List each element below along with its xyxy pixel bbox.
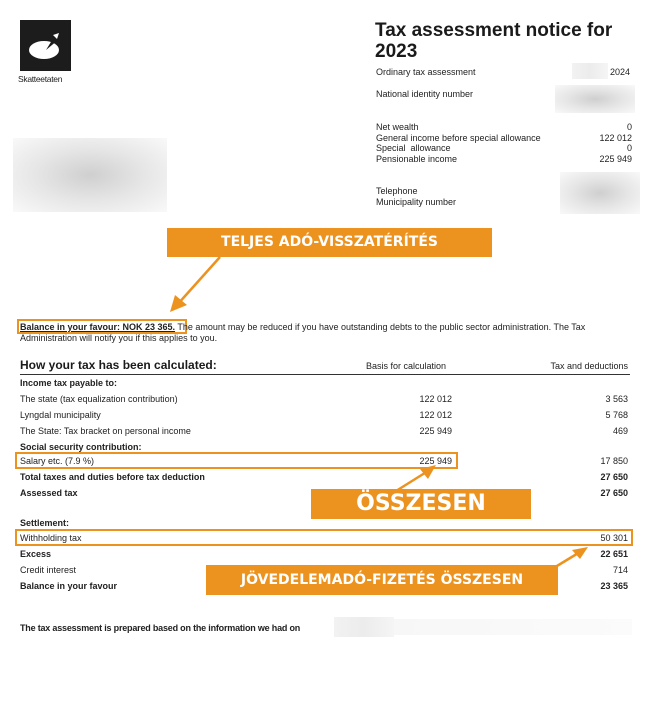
assessed-tax-label: Assessed tax [20,488,78,498]
row-label: The State: Tax bracket on personal income [20,426,191,436]
callout-total: ÖSSZESEN [311,489,531,519]
col-tax-header: Tax and deductions [550,361,628,371]
row-label: The state (tax equalization contribution) [20,394,178,404]
highlight-box-withholding [15,529,633,546]
summary-list [376,122,632,164]
row-tax: 3 563 [605,394,628,404]
salary-basis: 225 949 [419,456,452,466]
callout-income-tax-payment-total: JÖVEDELEMADÓ-FIZETÉS ÖSSZESEN [206,565,558,595]
page-title [375,20,635,62]
logo-text: Skatteetaten [18,74,63,84]
row-tax: 469 [612,426,628,436]
redacted-footer-rest [394,619,632,635]
summary-value: 122 012 [599,132,632,143]
summary-value: 0 [626,122,632,132]
ordinary-tax-assessment-value: 2024 [609,67,630,77]
national-id-label: National identity number [376,89,474,99]
telephone-label: Telephone [376,186,418,196]
skatteetaten-logo [20,20,71,71]
summary-label: Special allowance [376,143,451,153]
header-divider [20,374,630,375]
withholding-tax-value: 50 301 [600,533,628,543]
row-basis: 122 012 [419,394,452,404]
redacted-national-id [555,85,635,113]
total-before-deduction-label: Total taxes and duties before tax deduction [20,472,205,482]
salary-label: Salary etc. (7.9 %) [20,456,95,466]
summary-value: 0 [626,143,632,153]
credit-interest-value: 714 [612,565,628,575]
assessed-tax-value: 27 650 [600,488,628,498]
salary-tax: 17 850 [600,456,628,466]
income-tax-heading: Income tax payable to: [20,378,118,388]
contact-labels [376,186,456,207]
withholding-tax-label: Withholding tax [20,533,82,543]
summary-value: 225 949 [599,153,632,164]
summary-row-special-allowance [376,143,632,154]
excess-label: Excess [20,549,52,559]
balance-text-2: Administration will notify you if this applies to you. [20,332,218,343]
summary-label: Pensionable income [376,153,458,164]
credit-interest-label: Credit interest [20,565,77,575]
row-basis: 225 949 [419,426,452,436]
col-basis-header: Basis for calculation [366,361,447,371]
social-security-heading: Social security contribution: [20,442,142,452]
summary-row-pensionable-income [376,154,632,165]
balance-value: 23 365 [600,581,628,591]
summary-label: General income before special allowance [376,132,541,143]
redacted-address [13,138,167,212]
ordinary-tax-assessment-label: Ordinary tax assessment [376,67,476,77]
summary-row-general-income [376,133,632,144]
footer-text: The tax assessment is prepared based on the information we had on [20,623,301,633]
row-tax: 5 768 [605,410,628,420]
row-label: Lyngdal municipality [20,410,101,420]
total-before-deduction-value: 27 650 [600,472,628,482]
balance-label: Balance in your favour [20,581,118,591]
title-line-2: 2023 [375,41,418,62]
calculation-title: How your tax has been calculated: [20,358,217,372]
excess-value: 22 651 [600,549,628,559]
summary-label: Net wealth [376,122,419,132]
settlement-heading: Settlement: [20,518,70,528]
redacted-footer-date [334,617,394,637]
summary-row-net-wealth [376,122,632,133]
redacted-contact [560,172,640,214]
callout-total-refund: TELJES ADÓ-VISSZATÉRÍTÉS [167,228,492,257]
row-basis: 122 012 [419,410,452,420]
skatteetaten-logo-icon [20,20,71,71]
balance-notice [20,322,640,343]
balance-text-1: The amount may be reduced if you have outstanding debts to the public sector administration. The Tax [175,322,586,332]
municipality-label: Municipality number [376,196,457,207]
arrow-icon [165,255,225,315]
title-line-1: Tax assessment notice for [375,20,613,41]
balance-highlight: Balance in your favour: NOK 23 365. [20,322,176,332]
